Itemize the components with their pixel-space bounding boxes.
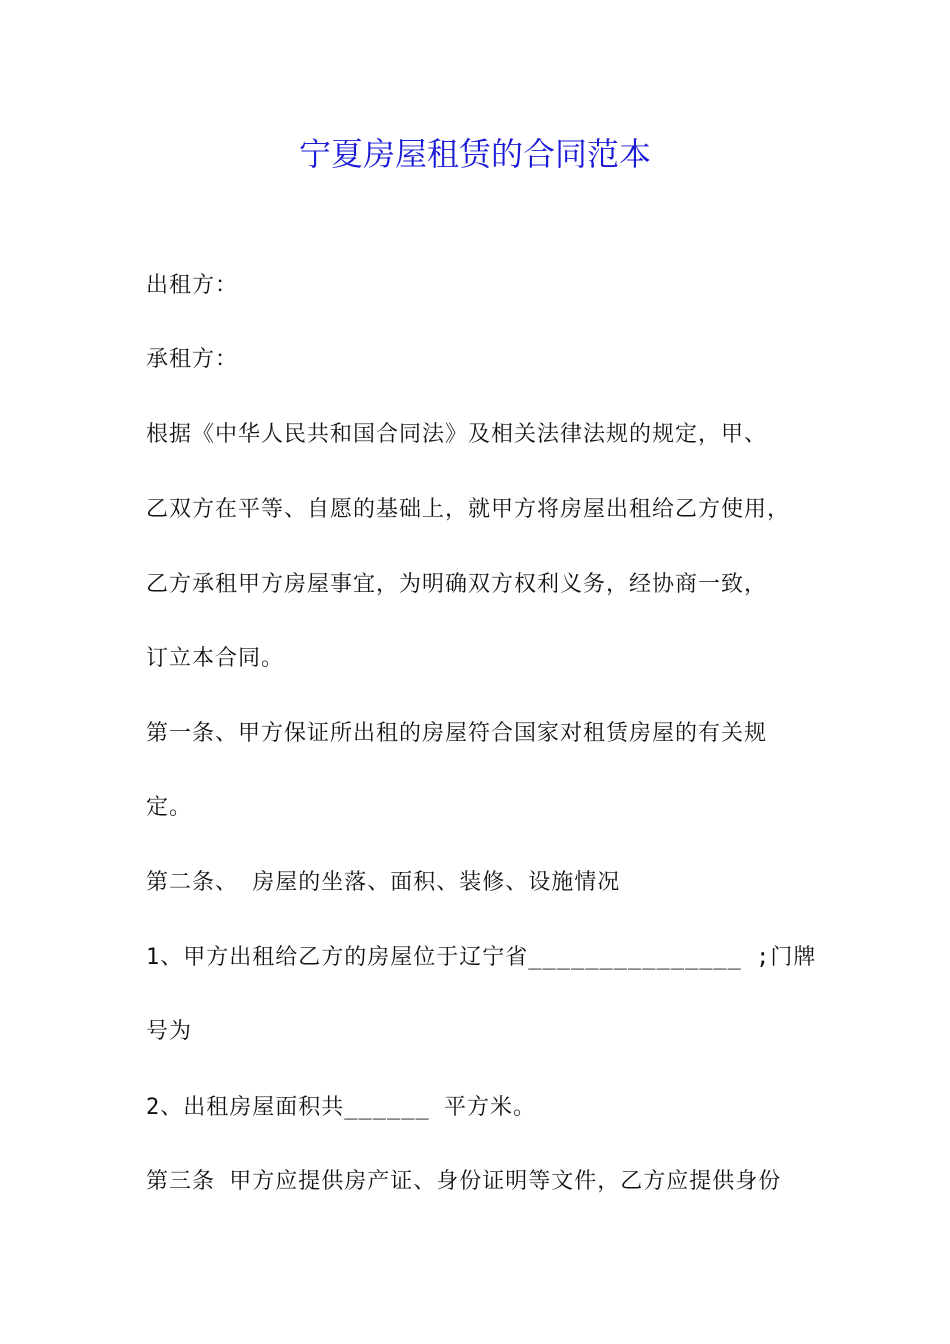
clause-line: 2、出租房屋面积共______ 平方米。 bbox=[146, 1095, 536, 1120]
lessee-line: 承租方： bbox=[146, 347, 239, 372]
clause-line: 号为 bbox=[146, 1019, 193, 1044]
paragraph-line: 乙双方在平等、自愿的基础上，就甲方将房屋出租给乙方使用， bbox=[146, 497, 791, 522]
paragraph-line: 乙方承租甲方房屋事宜，为明确双方权利义务，经协商一致， bbox=[146, 572, 768, 597]
article-two-heading: 第二条、 房屋的坐落、面积、装修、设施情况 bbox=[146, 870, 621, 895]
document-title: 宁夏房屋租赁的合同范本 bbox=[298, 135, 651, 173]
article-one-line: 定。 bbox=[146, 795, 193, 820]
paragraph-line: 订立本合同。 bbox=[146, 646, 285, 671]
clause-line: 1、甲方出租给乙方的房屋位于辽宁省_______________ ;门牌 bbox=[146, 945, 817, 970]
article-three-line: 第三条 甲方应提供房产证、身份证明等文件，乙方应提供身份 bbox=[146, 1169, 782, 1194]
paragraph-line: 根据《中华人民共和国合同法》及相关法律法规的规定，甲、 bbox=[146, 422, 768, 447]
lessor-line: 出租方： bbox=[146, 273, 239, 298]
article-one-line: 第一条、甲方保证所出租的房屋符合国家对租赁房屋的有关规 bbox=[146, 721, 768, 746]
